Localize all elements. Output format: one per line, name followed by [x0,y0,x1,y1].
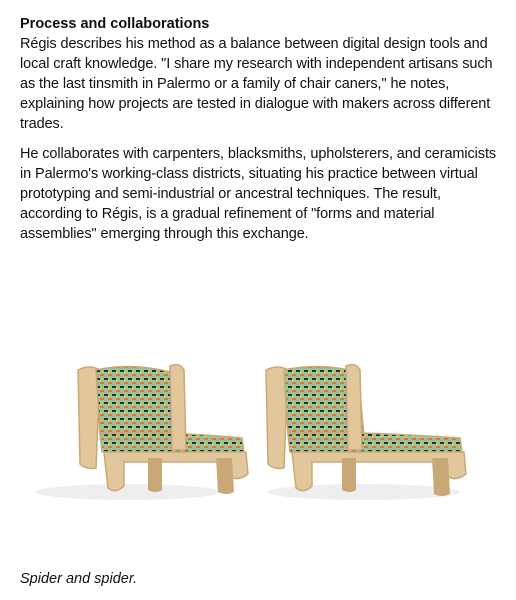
figure-caption: Spider and spider. [20,571,138,587]
chair-left [36,365,248,500]
chair-right [266,365,466,500]
article-body [20,14,500,254]
paragraph-1: Régis describes his method as a balance between digital design tools and local craft knowledge. "I share my research with independent artisans such as the last tinsmith in Palermo or a family of chair caners," he notes, explaining how projects are tested in dialogue with makers across different trades. [20,36,493,132]
chairs-photo [20,246,504,562]
chairs-illustration [20,246,504,562]
paragraph-2: He collaborates with carpenters, blacksmiths, upholsterers, and ceramicists in Palermo's working-class districts, situating his practice between virtual prototyping and semi-industrial or ancestral techniques. The result, according to Régis, is a gradual refinement of "forms and material assemblies" emerging through this exchange. [20,146,497,242]
section-title: Process and collaborations [20,16,210,32]
